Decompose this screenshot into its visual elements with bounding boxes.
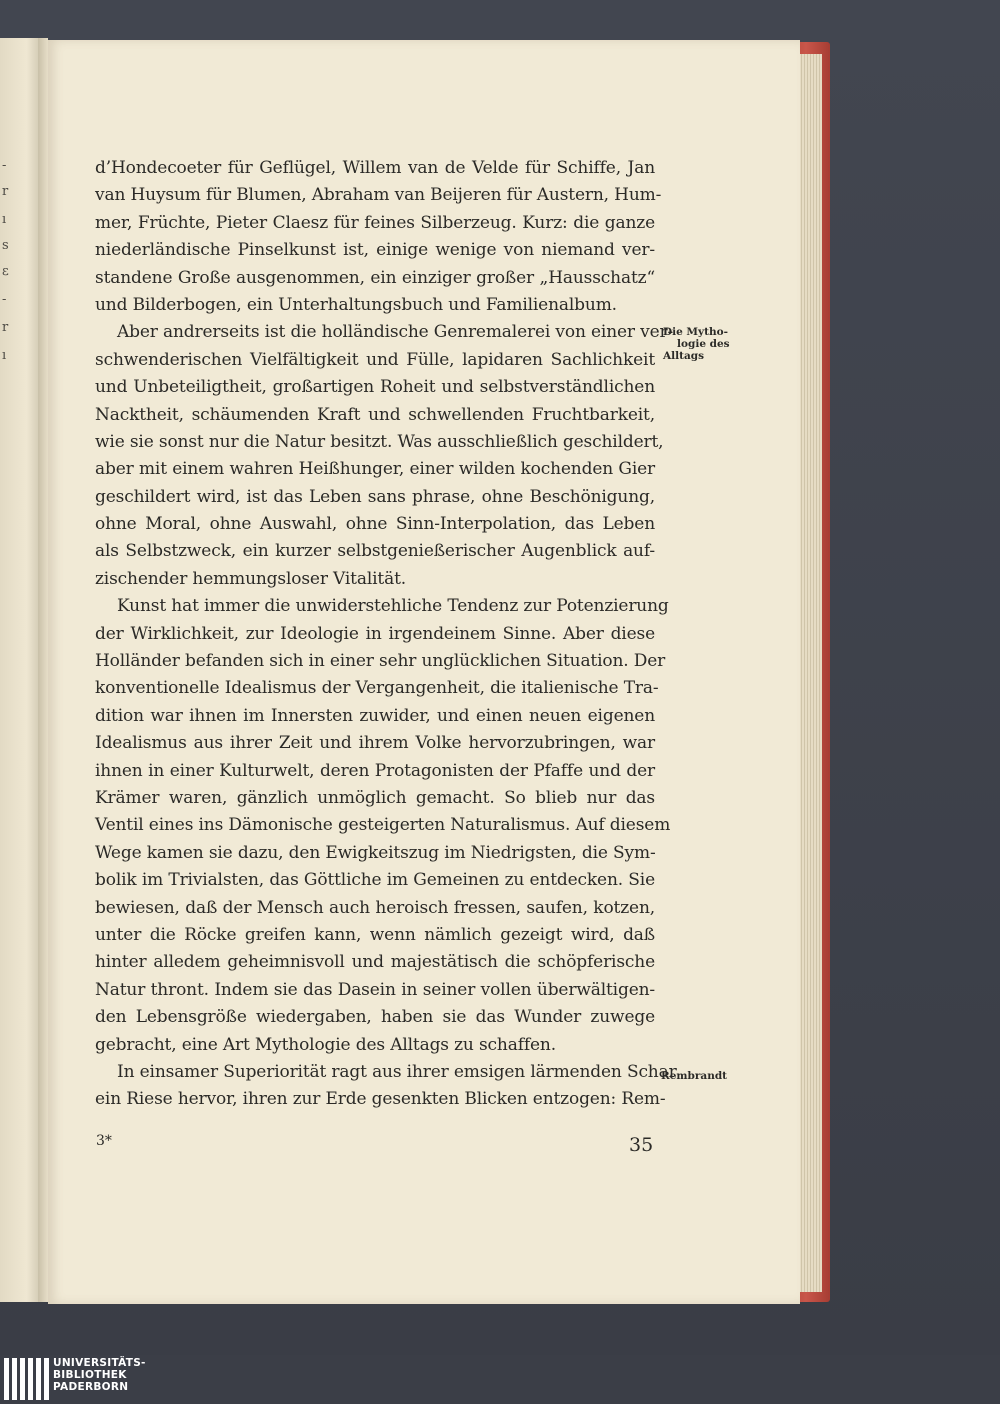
- left-page-fragment: -: [2, 292, 7, 307]
- library-logo-text: [53, 1357, 146, 1393]
- library-logo-line: BIBLIOTHEK: [53, 1369, 127, 1381]
- text-line: d’Hondecoeter für Geflügel, Willem van de Velde für Schiffe, Jan: [95, 158, 655, 178]
- margin-note-line: Alltags: [663, 350, 705, 362]
- text-line: aber mit einem wahren Heißhunger, einer wilden kochenden Gier: [95, 459, 655, 480]
- text-line: niederländische Pinselkunst ist, einige wenige von niemand ver-: [95, 240, 655, 261]
- text-line: Wege kamen sie dazu, den Ewigkeitszug im Niedrigsten, die Sym-: [95, 842, 656, 863]
- text-line: ein Riese hervor, ihren zur Erde gesenkten Blicken entzogen: Rem-: [95, 1089, 666, 1110]
- left-page-fragment: ε: [2, 264, 9, 279]
- text-line: und Unbeteiligtheit, großartigen Roheit und selbstverständlichen: [95, 377, 655, 398]
- text-line: zischender hemmungsloser Vitalität.: [95, 568, 407, 589]
- text-line: schwenderischen Vielfältigkeit und Fülle, lapidaren Sachlichkeit: [95, 349, 655, 370]
- left-page-fragment: -: [2, 158, 7, 173]
- text-line: Kunst hat immer die unwiderstehliche Tendenz zur Potenzierung: [117, 596, 669, 617]
- text-line: Holländer befanden sich in einer sehr unglücklichen Situation. Der: [95, 651, 666, 672]
- text-line: unter die Röcke greifen kann, wenn nämlich gezeigt wird, daß: [95, 924, 655, 945]
- text-line: bolik im Trivialsten, das Göttliche im Gemeinen zu entdecken. Sie: [95, 870, 655, 891]
- text-line: und Bilderbogen, ein Unterhaltungsbuch und Familienalbum.: [95, 294, 617, 315]
- library-footer-bar: [0, 1355, 1000, 1404]
- margin-note-line: Die Mytho-: [663, 326, 728, 338]
- text-line: Idealismus aus ihrer Zeit und ihrem Volke hervorzubringen, war: [95, 733, 655, 754]
- text-line: Krämer waren, gänzlich unmöglich gemacht. So blieb nur das: [95, 787, 655, 808]
- text-line: van Huysum für Blumen, Abraham van Beijeren für Austern, Hum-: [95, 185, 662, 206]
- text-line: geschildert wird, ist das Leben sans phrase, ohne Beschönigung,: [95, 486, 655, 507]
- text-line: konventionelle Idealismus der Vergangenheit, die italienische Tra-: [95, 678, 659, 699]
- page-number: 35: [629, 1134, 654, 1156]
- text-line: den Lebensgröße wiedergaben, haben sie das Wunder zuwege: [95, 1007, 655, 1028]
- text-line: standene Große ausgenommen, ein einziger großer „Hausschatz“: [95, 267, 655, 288]
- text-line: Nacktheit, schäumenden Kraft und schwellenden Fruchtbarkeit,: [95, 404, 655, 425]
- left-page-edge: [0, 38, 39, 1302]
- margin-note-rembrandt: Rembrandt: [661, 1070, 728, 1082]
- body-text: [95, 155, 677, 1114]
- text-line: Ventil eines ins Dämonische gesteigerten Naturalismus. Auf diesem: [95, 815, 671, 836]
- left-page-fragment: ı: [2, 212, 7, 227]
- left-page-fragment: ı: [2, 348, 7, 363]
- text-line: ohne Moral, ohne Auswahl, ohne Sinn-Interpolation, das Leben: [95, 514, 655, 535]
- text-line: gebracht, eine Art Mythologie des Alltags zu schaffen.: [95, 1034, 556, 1055]
- text-line: ihnen in einer Kulturwelt, deren Protagonisten der Pfaffe und der: [95, 760, 655, 781]
- text-line: hinter alledem geheimnisvoll und majestätisch die schöpferische: [95, 952, 655, 973]
- left-page-fragment: s: [2, 238, 9, 253]
- library-logo-icon: [4, 1358, 49, 1400]
- text-line: bewiesen, daß der Mensch auch heroisch fressen, saufen, kotzen,: [95, 897, 655, 918]
- margin-note-mythologie: [663, 326, 733, 362]
- text-line: dition war ihnen im Innersten zuwider, und einen neuen eigenen: [95, 705, 655, 726]
- signature-mark: 3*: [96, 1133, 112, 1149]
- left-page-fragment: r: [2, 184, 9, 199]
- text-line: als Selbstzweck, ein kurzer selbstgenießerischer Augenblick auf-: [95, 541, 655, 562]
- text-line: der Wirklichkeit, zur Ideologie in irgendeinem Sinne. Aber diese: [95, 623, 655, 644]
- text-line: wie sie sonst nur die Natur besitzt. Was ausschließlich geschildert,: [95, 431, 664, 452]
- library-logo-line: UNIVERSITÄTS-: [53, 1357, 146, 1369]
- text-line: mer, Früchte, Pieter Claesz für feines Silberzeug. Kurz: die ganze: [95, 212, 655, 233]
- text-line: Aber andrerseits ist die holländische Genremalerei von einer ver-: [117, 322, 674, 343]
- library-logo-line: PADERBORN: [53, 1381, 129, 1393]
- margin-note-line: logie des: [677, 338, 730, 350]
- text-line: In einsamer Superiorität ragt aus ihrer emsigen lärmenden Schar: [117, 1061, 677, 1082]
- book-gutter: [38, 38, 48, 1302]
- text-line: Natur thront. Indem sie das Dasein in seiner vollen überwältigen-: [95, 979, 655, 1000]
- left-page-fragment: r: [2, 320, 9, 335]
